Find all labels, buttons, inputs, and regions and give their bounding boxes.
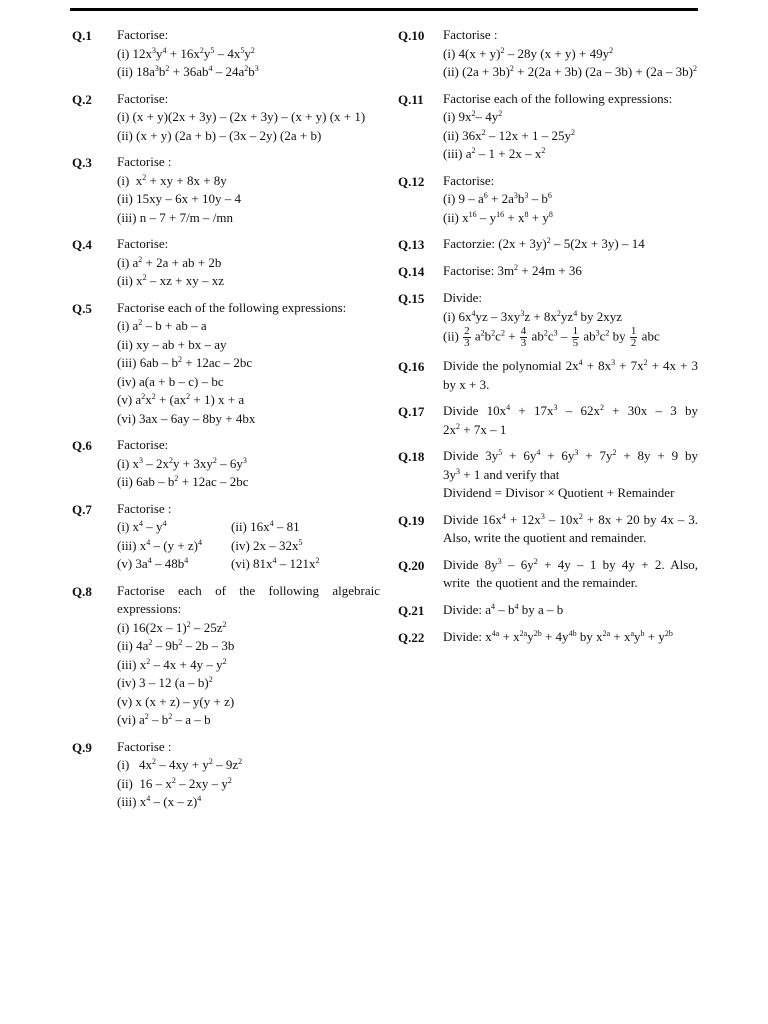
question-body xyxy=(443,262,698,281)
question-number: Q.4 xyxy=(72,237,92,252)
question-8 xyxy=(72,582,380,730)
question-item: (ii) (x + y) (2a + b) – (3x – 2y) (2a + b) xyxy=(117,127,322,143)
question-instruction: Factorise each of the following expressions: xyxy=(117,299,347,315)
question-item: (ii) $\frac{2}{3}$ $a^2b^2c^2$ + $\frac{4}{3}$ $ab^2c^3$ – $\frac{1}{5}$ $ab^3c^2$ by $\frac{1}{2}$ abc xyxy=(443,325,660,349)
question-item: (iii) $x^4 - (y + z)^4$ xyxy=(117,537,203,553)
question-item: (i) $9x^2-$ $4y^2$ xyxy=(443,109,503,124)
question-item: (i) $6x^4yz - 3xy^3z + 8x^2yz^4$ by 2xyz xyxy=(443,308,622,324)
question-body xyxy=(117,90,380,146)
question-item: (ii) $36x^2 - 12x + 1 - 25y^2$ xyxy=(443,127,575,143)
question-item: (ii) xy – ab + bx – ay xyxy=(117,336,227,352)
question-body xyxy=(117,500,380,574)
question-item: Dividend = Divisor × Quotient + Remainder xyxy=(443,485,675,500)
question-item: (iii) $6ab - b^2 + 12ac - 2bc$ xyxy=(117,355,253,370)
question-instruction: Divide: xyxy=(443,290,482,305)
question-item: (ii) $16 - x^2 - 2xy - y^2$ xyxy=(117,775,232,791)
question-15 xyxy=(398,289,698,349)
question-number: Q.13 xyxy=(398,237,425,252)
question-body xyxy=(443,402,698,439)
left-column xyxy=(72,26,380,812)
question-item: (i) $x^2$ + xy + 8x + 8y xyxy=(117,172,227,188)
question-instruction: Factorise : xyxy=(117,738,172,754)
question-item: (v) x (x + z) – y(y + z) xyxy=(117,693,235,709)
question-item: by x + 3. xyxy=(443,376,490,392)
question-item: (iii) n – 7 + 7/m – /mn xyxy=(117,209,234,225)
question-instruction: Divide: $a^4 - b^4$ by a – b xyxy=(443,601,564,617)
question-item: (ii) 15xy – 6x + 10y – 4 xyxy=(117,191,241,206)
question-4 xyxy=(72,235,380,291)
question-16 xyxy=(398,357,698,394)
question-body xyxy=(117,299,380,429)
question-body xyxy=(117,582,380,730)
question-item: (iv) $2x - 32x^5$ xyxy=(231,537,303,553)
question-instruction: Factorise : xyxy=(117,154,172,169)
question-number: Q.19 xyxy=(398,512,425,528)
question-item-row xyxy=(117,537,380,556)
question-number: Q.15 xyxy=(398,291,425,306)
question-6 xyxy=(72,436,380,492)
question-item: (i) (x + y)(2x + 3y) – (2x + 3y) – (x + y) (x + 1) xyxy=(117,109,366,124)
question-instruction: Divide the polynomial $2x^4 + 8x^3 + 7x^2 + 4x + 3$ xyxy=(443,358,698,373)
question-item: (iv) 3 – 12 (a – b)$^2$ xyxy=(117,675,213,690)
question-body xyxy=(443,26,698,82)
question-number: Q.7 xyxy=(72,501,92,517)
question-instruction: Divide $10x^4 + 17x^3 - 62x^2 + 30x - 3$ by xyxy=(443,403,698,418)
question-item: (iii) $a^2 - 1 + 2x - x^2$ xyxy=(443,146,546,161)
question-body xyxy=(443,172,698,228)
top-rule xyxy=(70,8,698,11)
question-instruction: Factorise: xyxy=(443,172,495,188)
question-instruction: Factorise : xyxy=(443,27,498,42)
question-item: (i) $x^4 - y^4$ xyxy=(117,519,167,534)
question-number: Q.9 xyxy=(72,739,92,755)
question-item: (iii) $x^2 - 4x + 4y - y^2$ xyxy=(117,656,227,672)
question-item: (ii) $4a^2 - 9b^2 - 2b - 3b$ xyxy=(117,638,235,653)
question-21 xyxy=(398,601,698,620)
question-18 xyxy=(398,447,698,503)
question-item: (i) $4x^2 - 4xy + y^2 - 9z^2$ xyxy=(117,757,243,772)
question-number: Q.5 xyxy=(72,300,92,316)
question-22 xyxy=(398,628,698,647)
question-instruction: Factorise : xyxy=(117,500,172,516)
question-body xyxy=(117,235,380,291)
question-item: (v) $a^2x^2 + (ax^2 + 1) x + a$ xyxy=(117,392,245,407)
question-item: (ii) $x^{16} - y^{16} + x^8 + y^8$ xyxy=(443,209,553,225)
question-item: Also, write the quotient and remainder. xyxy=(443,530,647,545)
question-number: Q.16 xyxy=(398,359,425,374)
question-body xyxy=(443,601,698,620)
question-item: (ii) $(2a + 3b)^2 + 2(2a + 3b)$ (2a – 3b) + (2a – 3b)$^2$ xyxy=(443,64,697,79)
question-instruction: Divide $8y^3 - 6y^2 + 4y - 1$ by 4y + 2. Also, xyxy=(443,556,698,572)
question-body xyxy=(443,511,698,548)
question-body xyxy=(117,26,380,82)
question-number: Q.12 xyxy=(398,173,425,189)
question-number: Q.21 xyxy=(398,602,425,618)
question-instruction: Factorzie: $(2x + 3y)^2 - 5(2x + 3y) - 14$ xyxy=(443,236,645,251)
question-number: Q.18 xyxy=(398,449,425,464)
question-body xyxy=(443,235,698,254)
question-number: Q.17 xyxy=(398,404,425,419)
question-item: (i) $12x^3y^4 + 16x^2y^5 - 4x^5y^2$ xyxy=(117,45,255,61)
question-item: (iii) $x^4 - (x - z)^4$ xyxy=(117,794,202,809)
question-item: (i) $16(2x - 1)^2 - 25z^2$ xyxy=(117,619,227,635)
question-number: Q.22 xyxy=(398,629,425,645)
question-number: Q.8 xyxy=(72,583,92,599)
question-12 xyxy=(398,172,698,228)
question-13 xyxy=(398,235,698,254)
right-column xyxy=(398,26,698,647)
question-item: (v) $3a^4 - 48b^4$ xyxy=(117,556,189,571)
question-instruction: Factorise: xyxy=(117,236,169,251)
question-instruction: Factorise each of the following expressions: xyxy=(443,90,673,106)
question-1 xyxy=(72,26,380,82)
question-instruction: Factorise: xyxy=(117,27,169,42)
question-number: Q.20 xyxy=(398,557,425,573)
question-item-row xyxy=(117,555,380,574)
question-7 xyxy=(72,500,380,574)
question-instruction: Divide: $x^{4a} + x^{2a}y^{2b} + 4y^{4b}$ by $x^{2a} + x^ay^b + y^{2b}$ xyxy=(443,628,673,644)
question-body xyxy=(443,556,698,593)
question-number: Q.2 xyxy=(72,91,92,107)
question-item: (i) $4(x + y)^2 - 28y$ $(x + y) + 49y^2$ xyxy=(443,45,614,61)
question-number: Q.11 xyxy=(398,91,424,107)
question-item: (vi) $a^2 - b^2$ – a – b xyxy=(117,712,211,727)
question-item: (iv) a(a + b – c) – bc xyxy=(117,373,224,389)
question-body xyxy=(443,289,698,349)
question-item: (ii) $18a^3b^2 + 36ab^4 - 24a^2b^3$ xyxy=(117,64,259,79)
question-19 xyxy=(398,511,698,548)
question-item: (ii) $6ab - b^2 + 12ac - 2bc$ xyxy=(117,474,249,489)
question-9 xyxy=(72,738,380,812)
question-item: write the quotient and the remainder. xyxy=(443,575,638,590)
question-body xyxy=(117,153,380,227)
question-instruction: Factorise: $3m^2 + 24m + 36$ xyxy=(443,263,582,278)
question-11 xyxy=(398,90,698,164)
question-instruction: Factorise: xyxy=(117,90,169,106)
question-instruction: Factorise: xyxy=(117,437,169,452)
question-item: (ii) $16x^4 - 81$ xyxy=(231,519,300,534)
question-10 xyxy=(398,26,698,82)
question-item: (i) $9 - a^6 + 2a^3b^3 - b^6$ xyxy=(443,191,552,206)
question-item: (i) $x^3 - 2x^2y + 3xy^2 - 6y^3$ xyxy=(117,455,247,471)
question-instruction: Divide $16x^4 + 12x^3 - 10x^2 + 8x + 20$ by 4x – 3. xyxy=(443,511,698,527)
question-number: Q.10 xyxy=(398,28,425,43)
question-5 xyxy=(72,299,380,429)
question-body xyxy=(443,628,698,647)
question-item: expressions: xyxy=(117,601,182,616)
question-item: (vi) 3ax – 6ay – 8by + 4bx xyxy=(117,410,256,426)
question-body xyxy=(443,357,698,394)
question-item-row xyxy=(117,518,380,537)
question-instruction: Factorise each of the following algebraic xyxy=(117,582,380,598)
question-item: $2x^2 + 7x - 1$ xyxy=(443,421,507,437)
question-item: (i) $a^2$ – b + ab – a xyxy=(117,318,207,333)
question-number: Q.6 xyxy=(72,438,92,453)
question-14 xyxy=(398,262,698,281)
question-body xyxy=(443,447,698,503)
question-number: Q.3 xyxy=(72,155,92,170)
question-number: Q.14 xyxy=(398,264,425,279)
question-number: Q.1 xyxy=(72,28,92,43)
question-2 xyxy=(72,90,380,146)
question-item: (i) $a^2 + 2a$ + ab + 2b xyxy=(117,254,222,270)
question-body xyxy=(117,436,380,492)
question-17 xyxy=(398,402,698,439)
question-item: (ii) $x^2$ – xz + xy – xz xyxy=(117,273,225,288)
question-instruction: Divide $3y^5 + 6y^4 + 6y^3 + 7y^2 + 8y + 9$ by xyxy=(443,448,698,463)
question-item: $3y^3 + 1$ and verify that xyxy=(443,466,560,482)
question-body xyxy=(117,738,380,812)
question-3 xyxy=(72,153,380,227)
question-20 xyxy=(398,556,698,593)
question-item: (vi) $81x^4 - 121x^2$ xyxy=(231,556,320,571)
question-body xyxy=(443,90,698,164)
